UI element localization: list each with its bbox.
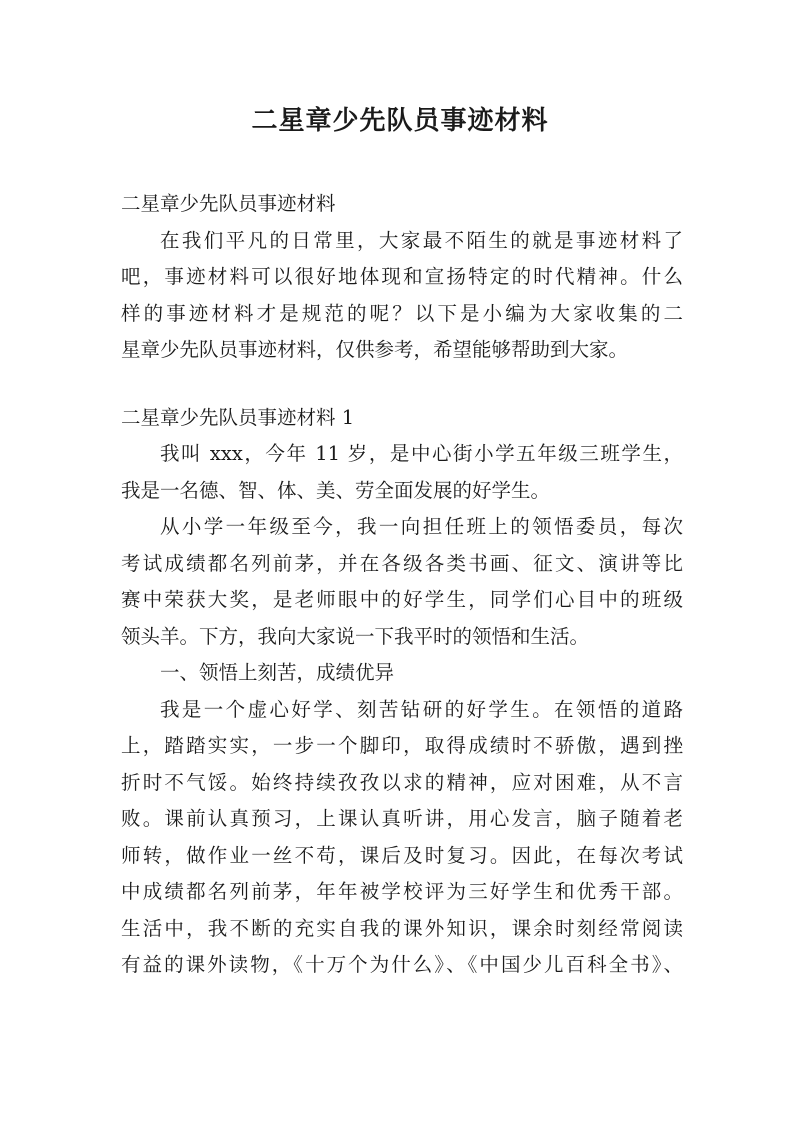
paragraph-line: 我是一个虚心好学、刻苦钻研的好学生。在领悟的道路 [160, 697, 683, 721]
intro-line: 在我们平凡的日常里，大家最不陌生的就是事迹材料了 [160, 228, 683, 252]
section-heading: 二星章少先队员事迹材料 1 [121, 405, 355, 429]
section-spacer [121, 369, 683, 400]
paragraph-line: 领头羊。下方，我向大家说一下我平时的领悟和生活。 [121, 624, 590, 648]
intro-line: 星章少先队员事迹材料，仅供参考，希望能够帮助到大家。 [121, 338, 629, 361]
intro-line: 样的事迹材料才是规范的呢？以下是小编为大家收集的二 [121, 301, 683, 325]
paragraph-line: 败。课前认真预习，上课认真听讲，用心发言，脑子随着老 [121, 807, 683, 830]
document-body [121, 186, 683, 984]
paragraph-line: 从小学一年级至今，我一向担任班上的领悟委员，每次 [160, 515, 683, 538]
paragraph-line: 中成绩都名列前茅，年年被学校评为三好学生和优秀干部。 [121, 880, 683, 903]
paragraph-line: 我是一名德、智、体、美、劳全面发展的好学生。 [121, 478, 551, 502]
document-title: 二星章少先队员事迹材料 [251, 106, 549, 136]
intro-heading: 二星章少先队员事迹材料 [121, 192, 336, 215]
paragraph-line: 生活中，我不断的充实自我的课外知识，课余时刻经常阅读 [121, 916, 683, 940]
paragraph-line: 我叫 xxx，今年 11 岁，是中心街小学五年级三班学生， [160, 442, 683, 465]
paragraph-line: 有益的课外读物，《十万个为什么》、《中国少儿百科全书》、 [121, 953, 683, 976]
paragraph-line: 折时不气馁。始终持续孜孜以求的精神，应对困难，从不言 [121, 770, 683, 794]
paragraph-line: 师转，做作业一丝不苟，课后及时复习。因此，在每次考试 [121, 843, 683, 867]
paragraph-line: 考试成绩都名列前茅，并在各级各类书画、征文、演讲等比 [121, 551, 683, 575]
paragraph-line: 上，踏踏实实，一步一个脚印，取得成绩时不骄傲，遇到挫 [121, 734, 683, 757]
subheading: 一、领悟上刻苦，成绩优异 [160, 661, 395, 684]
paragraph-line: 赛中荣获大奖，是老师眼中的好学生，同学们心目中的班级 [121, 588, 683, 611]
intro-line: 吧，事迹材料可以很好地体现和宣扬特定的时代精神。什么 [121, 265, 683, 288]
